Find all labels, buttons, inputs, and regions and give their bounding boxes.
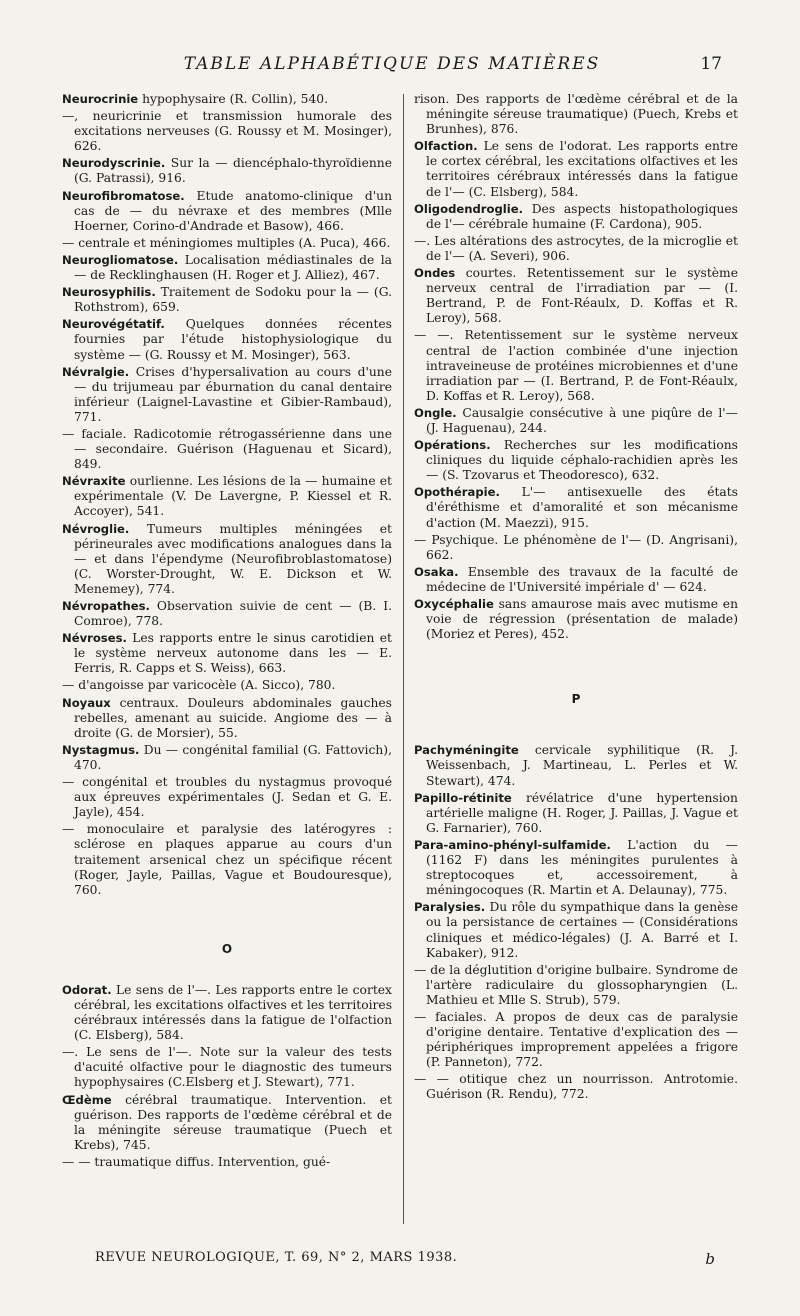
headword: Olfaction. (414, 139, 478, 154)
page-number: 17 (700, 54, 722, 74)
index-entry (414, 406, 738, 436)
entry-text: courtes. Retentissement sur le système nerveux central de l'irradiation par — (I. Bertrand, P. de Font-Réaulx, D. Koffas et R. Leroy), 568. (426, 266, 738, 326)
entry-text: — de la déglutition d'origine bulbaire. Syndrome de l'artère radiculaire du glossopharyngien (L. Mathieu et Mlle S. Strub), 579. (414, 962, 738, 1007)
index-entry (62, 109, 392, 154)
journal-citation: REVUE NEUROLOGIQUE, T. 69, N° 2, MARS 1938. (95, 1250, 458, 1265)
index-entry (62, 775, 392, 820)
headword: Œdème (62, 1092, 112, 1107)
entry-text: L'action du — (1162 F) dans les méningites purulentes à streptocoques et, accessoirement, à méningocoques (R. Martin et A. Delaunay), 775. (426, 837, 738, 898)
headword: Névropathes. (62, 599, 150, 613)
entry-text: Du rôle du sympathique dans la genèse ou la persistance de certaines — (Considérations cliniques et médico-légales) (J. A. Barré et I. Kabaker), 912. (426, 900, 738, 960)
entry-text: ourlienne. Les lésions de la — humaine et expérimentale (V. De Lavergne, P. Kiessel et R. Accoyer), 541. (74, 474, 392, 519)
index-entry (414, 92, 738, 137)
headword: Nystagmus. (62, 742, 140, 757)
index-entry (414, 900, 738, 960)
index-entry (414, 838, 738, 898)
index-entry (62, 427, 392, 472)
headword: Opérations. (414, 438, 491, 453)
headword: Odorat. (62, 982, 112, 997)
page-footer (95, 1250, 715, 1272)
entry-text: —. Les altérations des astrocytes, de la microglie et de l'— (A. Severi), 906. (414, 233, 738, 263)
headword: Névraxite (62, 474, 126, 489)
entry-text: — — traumatique diffus. Intervention, gué- (62, 1154, 331, 1169)
entry-text: L'— antisexuelle des états d'éréthisme et d'amoralité et son mécanisme d'action (M. Maezzi), 915. (426, 485, 738, 530)
headword: Neurovégétatif. (62, 317, 165, 332)
entry-text: —. Le sens de l'—. Note sur la valeur des tests d'acuité olfactive pour le diagnostic des tumeurs hypophysaires (C.Elsberg et J. Stewart), 771. (62, 1045, 392, 1090)
page-title: TABLE ALPHABÉTIQUE DES MATIÈRES (183, 54, 601, 74)
left-column (62, 92, 392, 1172)
headword: Noyaux (62, 695, 111, 710)
running-header (62, 54, 722, 82)
index-entry (62, 189, 392, 234)
index-entry (414, 565, 738, 595)
index-entry (414, 485, 738, 530)
index-entry (62, 365, 392, 425)
index-entry (414, 1010, 738, 1070)
headword: Oligodendroglie. (414, 201, 523, 216)
index-entry (62, 696, 392, 741)
headword: Osaka. (414, 564, 459, 579)
section-letter-o: O (221, 941, 233, 956)
entry-text: sans amaurose mais avec mutisme en voie de régression (présentation de malade) (Moriez et Peres), 452. (426, 597, 738, 642)
entry-text: Tumeurs multiples méningées et périneurales avec modifications analogues dans la — et dans l'épendyme (Neurofibroblastomatose) (C. Worster-Drought, W. E. Dickson et W. Menemey), 774. (74, 521, 392, 596)
index-entry (414, 234, 738, 264)
entry-text: — Psychique. Le phénomène de l'— (D. Angrisani), 662. (414, 532, 738, 562)
headword: Paralysies. (414, 900, 486, 915)
entry-text: Etude anatomo-clinique d'un cas de — du névraxe et des membres (Mlle Hoerner, Corino-d'Andrade et Basow), 466. (74, 188, 392, 233)
index-entry (414, 963, 738, 1008)
headword: Névroglie. (62, 521, 130, 536)
entry-text: Le sens de l'odorat. Les rapports entre le cortex cérébral, les excitations olfactives et les territoires cérébraux intéressés dans la fatigue de l'— (C. Elsberg), 584. (426, 139, 738, 199)
index-entry (414, 791, 738, 836)
entry-text: Localisation médiastinales de la — de Recklinghausen (H. Roger et J. Alliez), 467. (74, 252, 392, 283)
entry-text: — faciales. A propos de deux cas de paralysie d'origine dentaire. Tentative d'explication des — périphériques improprement appelées a frigore (P. Panneton), 772. (414, 1009, 738, 1070)
signature-mark: b (705, 1250, 715, 1268)
entry-text: Quelques données récentes fournies par l'étude histophysiologique du système — (G. Roussy et M. Mosinger), 563. (74, 317, 392, 362)
index-entry (62, 522, 392, 597)
headword: Ondes (414, 266, 456, 281)
entry-text: Traitement de Sodoku pour la — (G. Rothstrom), 659. (74, 285, 392, 315)
index-entry (414, 202, 738, 232)
headword: Papillo-rétinite (414, 790, 512, 805)
index-entry (62, 285, 392, 315)
index-entry (62, 253, 392, 283)
entry-text: révélatrice d'une hypertension artérielle maligne (H. Roger, J. Paillas, J. Vague et G. Farnarier), 760. (426, 790, 738, 835)
entry-text: Crises d'hypersalivation au cours d'une — du trijumeau par éburnation du canal dentaire inférieur (Laignel-Lavastine et Gibier-Rambaud), 771. (74, 364, 392, 424)
index-entry (414, 328, 738, 403)
index-entry (62, 1093, 392, 1153)
index-entry (62, 92, 392, 107)
index-entry (62, 631, 392, 676)
entry-text: rison. Des rapports de l'œdème cérébral et de la méningite séreuse traumatique) (Puech, Krebs et Brunhes), 876. (414, 92, 738, 137)
entry-text: —, neuricrinie et transmission humorale des excitations nerveuses (G. Roussy et M. Mosinger), 626. (62, 109, 392, 154)
headword: Ongle. (414, 405, 457, 420)
index-entry (62, 317, 392, 362)
entry-text: Les rapports entre le sinus carotidien et le système nerveux autonome dans les — E. Ferris, R. Capps et S. Weiss), 663. (74, 631, 392, 676)
index-entry (414, 597, 738, 642)
entry-text: Le sens de l'—. Les rapports entre le cortex cérébral, les excitations olfactives et les territoires cérébraux intéressés dans la fatigue de l'olfaction (C. Elsberg), 584. (74, 982, 392, 1043)
entry-text: cervicale syphilitique (R. J. Weissenbach, J. Martineau, L. Perles et W. Stewart), 474. (426, 743, 738, 788)
headword: Neurofibromatose. (62, 188, 185, 203)
right-column (414, 92, 738, 1105)
index-entry (414, 533, 738, 563)
index-entry (62, 156, 392, 186)
entry-text: — congénital et troubles du nystagmus provoqué aux épreuves expérimentales (J. Sedan et G. E. Jayle), 454. (62, 775, 392, 820)
entry-text: cérébral traumatique. Intervention. et guérison. Des rapports de l'œdème cérébral et de la méningite séreuse traumatique (Puech et Krebs), 745. (74, 1092, 392, 1152)
index-entry (414, 139, 738, 199)
entry-text: centraux. Douleurs abdominales gauches rebelles, amenant au suicide. Angiome des — à droite (G. de Morsier), 55. (74, 695, 392, 740)
index-entry (62, 822, 392, 897)
index-entry (62, 1045, 392, 1090)
entry-text: — centrale et méningiomes multiples (A. Puca), 466. (62, 235, 391, 250)
index-entry (62, 474, 392, 519)
index-entry (62, 599, 392, 629)
entry-text: Du — congénital familial (G. Fattovich), 470. (74, 742, 392, 772)
entry-text: Sur la — diencéphalo-thyroïdienne (G. Patrassi), 916. (74, 156, 392, 186)
entry-text: — d'angoisse par varicocèle (A. Sicco), 780. (62, 678, 336, 693)
headword: Neurocrinie (62, 92, 139, 106)
headword: Para-amino-phényl-sulfamide. (414, 837, 611, 852)
index-entry (62, 1155, 392, 1170)
headword: Opothérapie. (414, 485, 500, 500)
headword: Neurogliomatose. (62, 252, 179, 267)
entry-text: — faciale. Radicotomie rétrogassérienne dans une — secondaire. Guérison (Haguenau et Sicard), 849. (62, 426, 392, 472)
headword: Oxycéphalie (414, 597, 494, 611)
index-entry (414, 743, 738, 788)
headword: Névroses. (62, 631, 127, 646)
index-entry (62, 236, 392, 251)
headword: Névralgie. (62, 364, 130, 379)
entry-text: Causalgie consécutive à une piqûre de l'— (J. Haguenau), 244. (426, 405, 738, 435)
index-entry (62, 678, 392, 693)
entry-text: — monoculaire et paralysie des latérogyres : sclérose en plaques apparue au cours d'un traitement arsenical chez un spécifique récent (Roger, Jayle, Paillas, Vague et Boudouresque), 760. (62, 822, 392, 897)
headword: Pachyméningite (414, 743, 519, 758)
entry-text: — — otitique chez un nourrisson. Antrotomie. Guérison (R. Rendu), 772. (414, 1072, 738, 1102)
column-divider (403, 94, 404, 1224)
index-entry (62, 743, 392, 773)
index-entry (62, 983, 392, 1043)
entry-text: Des aspects histopathologiques de l'— cérébrale humaine (F. Cardona), 905. (426, 201, 738, 231)
entry-text: Ensemble des travaux de la faculté de médecine de l'Université impériale d' — 624. (426, 564, 738, 594)
index-entry (414, 1072, 738, 1102)
entry-text: Observation suivie de cent — (B. I. Comroe), 778. (74, 599, 392, 629)
entry-text: hypophysaire (R. Collin), 540. (142, 92, 329, 106)
index-entry (414, 266, 738, 326)
headword: Neurodyscrinie. (62, 156, 166, 171)
section-letter-p: P (571, 692, 581, 707)
headword: Neurosyphilis. (62, 285, 156, 300)
entry-text: — —. Retentissement sur le système nerveux central de l'action combinée d'une injection intraveineuse de protéines microbiennes et d'une irradiation par — (I. Bertrand, P. de Font-Réaulx, D. Koffas et R. Leroy), 568. (414, 328, 738, 403)
index-entry (414, 438, 738, 483)
entry-text: Recherches sur les modifications cliniques du liquide céphalo-rachidien après les — (S. Tzovarus et Theodoresco), 632. (426, 438, 738, 483)
